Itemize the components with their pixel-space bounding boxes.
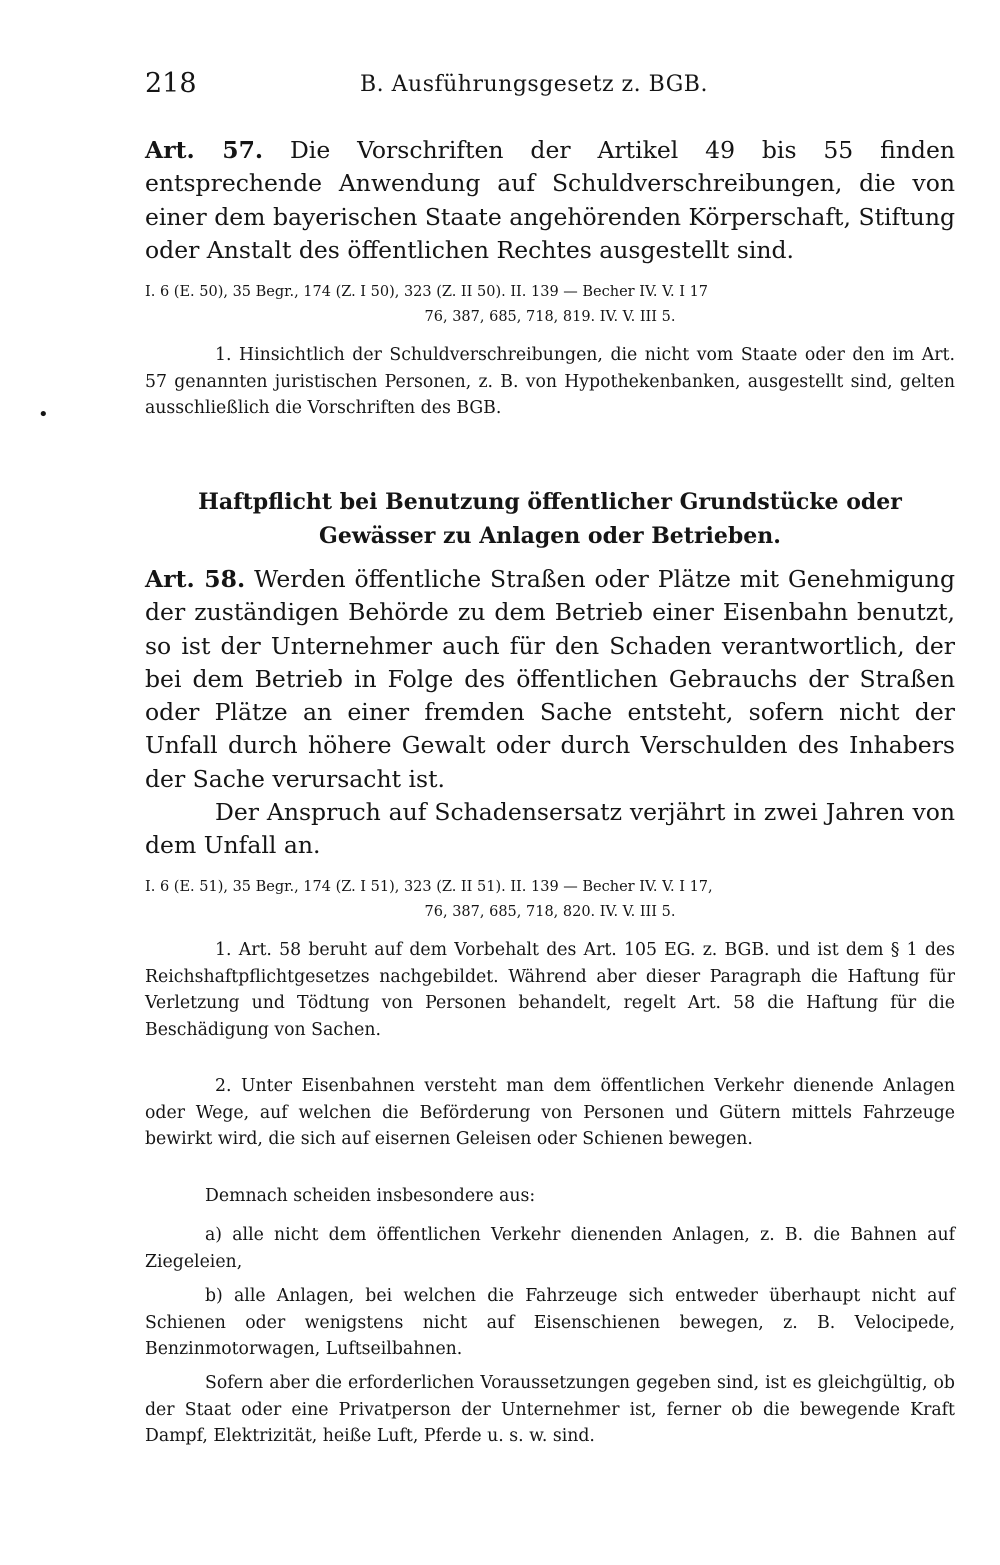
art-58-citation-line1: I. 6 (E. 51), 35 Begr., 174 (Z. I 51), 323 (Z. II 51). II. 139 — Becher IV. V. I 17, [145, 879, 713, 895]
art-58-note-a: a) alle nicht dem öffentlichen Verkehr dienenden Anlagen, z. B. die Bahnen auf Ziegeleien, [145, 1225, 955, 1272]
art-58-note-b: b) alle Anlagen, bei welchen die Fahrzeuge sich entweder überhaupt nicht auf Schienen oder wenigstens nicht auf Eisenschienen bewegen, z. B. Velocipede, Benzinmotorwagen, Luftseilbahnen. [145, 1286, 955, 1360]
running-title: B. Ausführungsgesetz z. BGB. [360, 72, 708, 97]
art-57-citation-line2: 76, 387, 685, 718, 819. IV. V. III 5. [424, 308, 676, 325]
margin-mark: • [38, 404, 49, 425]
section-heading-line1: Haftpflicht bei Benutzung öffentlicher Grundstücke oder [198, 489, 902, 515]
art-58-citation-line2: 76, 387, 685, 718, 820. IV. V. III 5. [424, 903, 676, 920]
art-58-note-2: 2. Unter Eisenbahnen versteht man dem öffentlichen Verkehr dienende Anlagen oder Wege, auf welchen die Beförderung von Personen und Gütern mittels Fahrzeuge bewirkt wird, die sich auf eisernen Geleisen oder Schienen bewegen. [145, 1076, 955, 1150]
page-number: 218 [145, 68, 197, 99]
art-58-text: Werden öffentliche Straßen oder Plätze mit Genehmigung der zuständigen Behörde zu dem Betrieb einer Eisenbahn benutzt, so ist der Unternehmer auch für den Schaden verantwortlich, der bei dem Betrieb in Folge des öffentlichen Gebrauchs der Straßen oder Plätze an einer fremden Sache entsteht, sofern nicht der Unfall durch höhere Gewalt oder durch Verschulden des Inhabers der Sache verursacht ist. [145, 565, 955, 793]
art-57-text: Die Vorschriften der Artikel 49 bis 55 finden entsprechende Anwendung auf Schuldverschreibungen, die von einer dem bayerischen Staate angehörenden Körperschaft, Stiftung oder Anstalt des öffentlichen Rechtes ausgestellt sind. [145, 136, 955, 264]
art-58-note-4: Sofern aber die erforderlichen Voraussetzungen gegeben sind, ist es gleichgültig, ob der Staat oder eine Privatperson der Unternehmer ist, ferner ob die bewegende Kraft Dampf, Elektrizität, heiße Luft, Pferde u. s. w. sind. [145, 1373, 955, 1447]
art-58-paragraph [145, 563, 955, 796]
art-57-citation-line1: I. 6 (E. 50), 35 Begr., 174 (Z. I 50), 323 (Z. II 50). II. 139 — Becher IV. V. I 17 [145, 284, 709, 300]
section-heading-line2: Gewässer zu Anlagen oder Betrieben. [319, 523, 781, 549]
section-heading [145, 485, 955, 553]
art-58-citation [145, 875, 955, 924]
art-57-label: Art. 57. [145, 136, 264, 164]
art-58-note-3: Demnach scheiden insbesondere aus: [205, 1186, 536, 1206]
art-57-citation [145, 280, 955, 329]
page-header [145, 68, 955, 108]
art-57-paragraph [145, 134, 955, 267]
art-57-note-1: 1. Hinsichtlich der Schuldverschreibungen, die nicht vom Staate oder den im Art. 57 genannten juristischen Personen, z. B. von Hypothekenbanken, ausgestellt sind, gelten ausschließlich die Vorschriften des BGB. [145, 345, 955, 419]
art-58-label: Art. 58. [145, 565, 246, 593]
art-58-note-1: 1. Art. 58 beruht auf dem Vorbehalt des Art. 105 EG. z. BGB. und ist dem § 1 des Reichshaftpflichtgesetzes nachgebildet. Während aber dieser Paragraph die Haftung für Verletzung und Tödtung von Personen behandelt, regelt Art. 58 die Haftung für die Beschädigung von Sachen. [145, 940, 955, 1040]
art-58-paragraph-2: Der Anspruch auf Schadensersatz verjährt in zwei Jahren von dem Unfall an. [145, 798, 955, 860]
